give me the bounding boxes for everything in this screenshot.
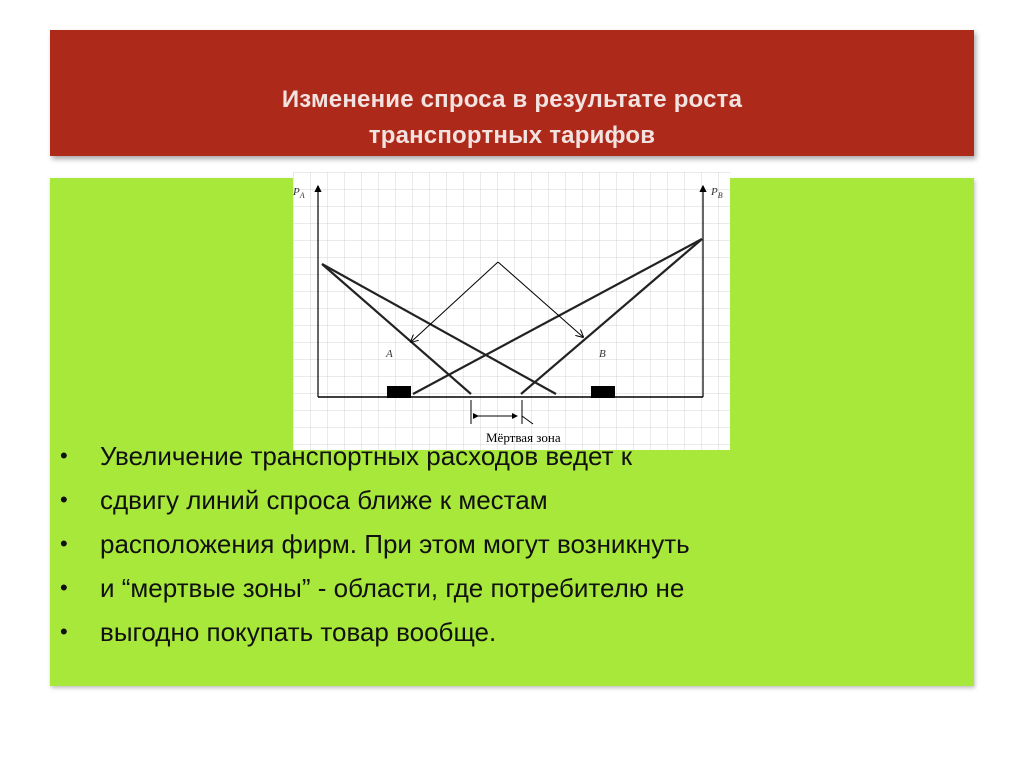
bullet-item	[60, 434, 690, 478]
bullet-text: расположения фирм. При этом могут возникнуть	[100, 529, 690, 559]
bullet-text: сдвигу линий спроса ближе к местам	[100, 485, 548, 515]
bullet-item	[60, 610, 690, 654]
bullet-text: выгодно покупать товар вообще.	[100, 617, 497, 647]
bullet-dot-icon: •	[60, 443, 68, 468]
bullet-item	[60, 566, 690, 610]
slide-title-line-2: транспортных тарифов	[368, 122, 656, 149]
dead-zone-label: Мёртвая зона	[486, 430, 561, 445]
firm-a-location	[387, 386, 411, 398]
dead-zone-diagram	[293, 172, 730, 450]
bullet-dot-icon: •	[60, 531, 68, 556]
bullet-dot-icon: •	[60, 619, 68, 644]
diagram-svg	[293, 172, 730, 450]
firm-b-location	[591, 386, 615, 398]
slide-title-bar	[50, 30, 974, 156]
bullet-text: Увеличение транспортных расходов ведет к	[100, 441, 633, 471]
firm-a-label: A	[386, 348, 393, 360]
firm-b-label: B	[599, 348, 606, 360]
slide-title-line-1: Изменение спроса в результате роста	[281, 86, 743, 113]
axis-right-label: $P_B$	[711, 186, 723, 201]
grid-background	[293, 172, 730, 450]
bullet-dot-icon: •	[60, 575, 68, 600]
bullet-dot-icon: •	[60, 487, 68, 512]
bullet-item	[60, 478, 690, 522]
bullet-item	[60, 522, 690, 566]
bullet-text: и “мертвые зоны” - области, где потребителю не	[100, 573, 685, 603]
bullet-list	[60, 434, 690, 654]
axis-left-label: $P_A$	[293, 186, 305, 201]
